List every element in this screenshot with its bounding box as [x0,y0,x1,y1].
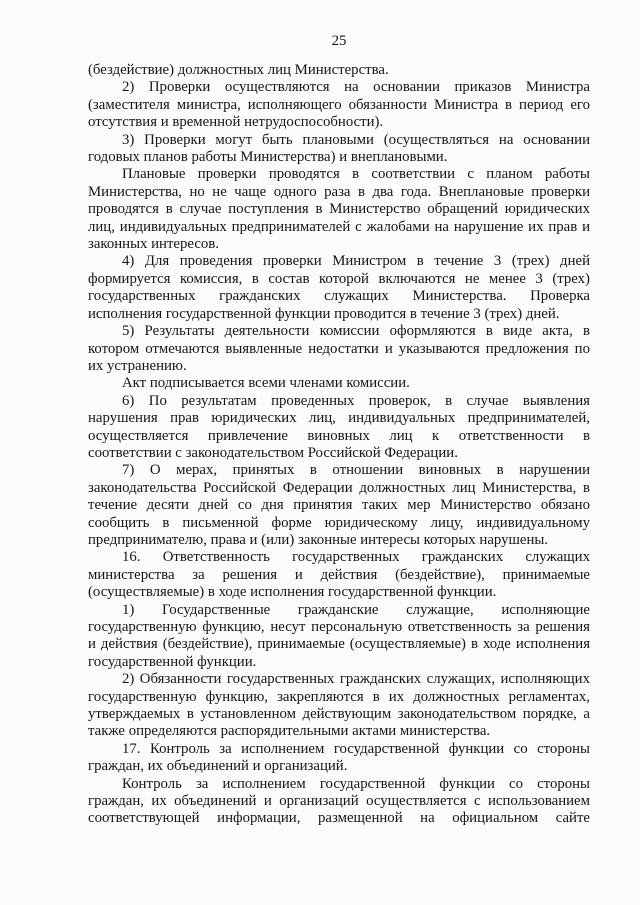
text-line: утверждаемых в установленном действующим законодательством порядке, а [88,706,590,723]
text-line: их устранению. [88,357,187,374]
text-line: 2) Обязанности государственных гражданских служащих, исполняющих [122,671,590,688]
paragraph [88,671,590,741]
text-line: также определяются распорядительными актами министерства. [88,723,491,740]
text-line: граждан, их объединений и организаций осуществляется с использованием [88,793,590,810]
text-line: Контроль за исполнением государственной функции со стороны [122,775,590,792]
text-line: Плановые проверки проводятся в соответствии с планом работы [122,166,590,183]
paragraph [88,741,590,776]
text-line: законодательства Российской Федерации должностных лиц Министерства, в [88,479,590,496]
paragraph [88,602,590,672]
text-line: государственную функцию, закрепляются в их должностных регламентах, [88,688,590,705]
paragraph [88,166,590,253]
text-line: государственную функцию, несут персональную ответственность за решения [88,619,590,635]
text-line: 7) О мерах, принятых в отношении виновных в нарушении [122,462,590,479]
text-line: 2) Проверки осуществляются на основании приказов Министра [122,79,590,96]
text-line: 3) Проверки могут быть плановыми (осуществляться на основании [122,131,590,148]
text-line: течение десяти дней со дня принятия таких мер Министерство обязано [88,497,590,514]
text-line: министерства за решения и действия (бездействие), принимаемые [88,566,590,583]
text-line: 4) Для проведения проверки Министром в течение 3 (трех) дней [122,253,590,270]
paragraph [88,62,590,79]
text-line: 6) По результатам проведенных проверок, в случае выявления [122,392,590,409]
text-line: 17. Контроль за исполнением государственной функции со стороны [122,740,590,757]
paragraph [88,79,590,131]
document-body [88,62,590,828]
text-line: соответствующей информации, размещенной на официальном сайте [88,810,590,827]
paragraph [88,132,590,167]
paragraph [88,253,590,323]
paragraph [88,323,590,375]
text-line: лиц, индивидуальных предпринимателей с жалобами на нарушение их прав и [88,218,590,235]
text-line: и действия (бездействие), принимаемые (осуществляемые) в ходе исполнения [88,636,590,653]
text-line: нарушения прав юридических лиц, индивидуальных предпринимателей, [88,410,590,427]
text-line: (заместителя министра, исполняющего обязанности Министра в период его [88,96,590,113]
text-line: 16. Ответственность государственных гражданских служащих [122,549,590,566]
text-line: законных интересов. [88,236,219,253]
text-line: государственной функции. [88,653,257,670]
text-line: отсутствия и временной нетрудоспособности). [88,114,384,131]
text-line: котором отмечаются выявленные недостатки и указываются предложения по [88,340,590,357]
text-line: осуществляется привлечение виновных лиц к ответственности в [88,427,590,444]
text-line: Акт подписывается всеми членами комиссии. [122,375,410,392]
text-line: 5) Результаты деятельности комиссии оформляются в виде акта, в [122,323,590,340]
text-line: граждан, их объединений и организаций. [88,758,348,775]
text-line: формируется комиссия, в состав которой включаются не менее 3 (трех) [88,270,590,287]
page-number: 25 [331,33,347,49]
paragraph [88,375,590,392]
text-line: 1) Государственные гражданские служащие, исполняющие [122,601,590,618]
text-line: (бездействие) должностных лиц Министерства. [88,62,389,78]
text-line: годовых планов работы Министерства) и внеплановыми. [88,149,448,166]
paragraph [88,776,590,828]
text-line: исполнения государственной функции проводится в течение 3 (трех) дней. [88,305,560,322]
paragraph [88,393,590,463]
text-line: предпринимателю, права и (или) законные интересы которых нарушены. [88,531,549,548]
text-line: сообщить в письменной форме юридическому лицу, индивидуальному [88,514,590,531]
text-line: (осуществляемые) в ходе исполнения государственной функции. [88,584,497,601]
text-line: соответствии с законодательством Российской Федерации. [88,444,458,461]
text-line: проводятся в случае поступления в Министерство обращений юридических [88,201,590,218]
paragraph [88,549,590,601]
paragraph [88,462,590,549]
text-line: Министерства, но не чаще одного раза в два года. Внеплановые проверки [88,183,590,200]
text-line: государственных гражданских служащих Министерства. Проверка [88,288,590,305]
